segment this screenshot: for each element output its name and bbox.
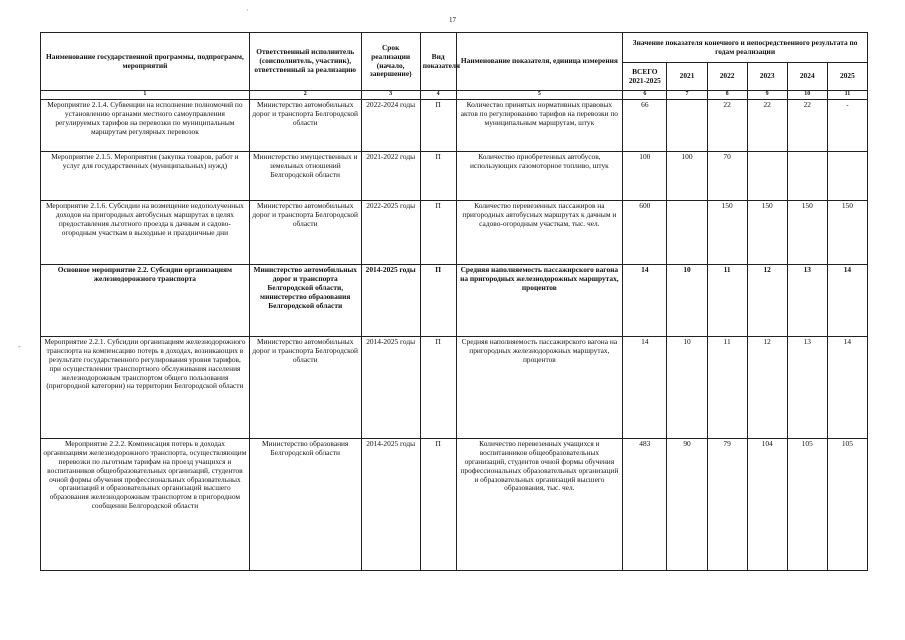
cell-value (787, 152, 827, 201)
cell-executor: Министерство автомобильных дорог и транспорта Белгородской области (249, 337, 361, 439)
cell-value: 13 (787, 337, 827, 439)
header-type: Вид показателя (420, 33, 456, 91)
cell-indicator: Средняя наполняемость пассажирского вагона на пригородных железнодорожных маршрутах, процентов (456, 265, 623, 337)
table-row (41, 201, 868, 265)
header-indicator: Наименование показателя, единица измерения (456, 33, 623, 91)
cell-program: Мероприятие 2.1.5. Мероприятия (закупка товаров, работ и услуг для государственных (муниципальных) нужд) (41, 152, 250, 201)
cell-value (747, 152, 787, 201)
column-number: 3 (361, 91, 420, 100)
scan-mark: · (246, 6, 249, 15)
cell-value: 22 (787, 100, 827, 152)
cell-total: 100 (623, 152, 667, 201)
cell-value: 11 (707, 265, 747, 337)
cell-indicator: Средняя наполняемость пассажирского вагона на пригородных железнодорожных маршрутах, процентов (456, 337, 623, 439)
cell-value: 22 (747, 100, 787, 152)
header-executor: Ответственный исполнитель (соисполнитель, участник), ответственный за реализацию (249, 33, 361, 91)
cell-type: П (420, 265, 456, 337)
cell-value: 10 (667, 265, 707, 337)
table-row (41, 439, 868, 571)
scan-mark: - (18, 342, 21, 351)
cell-term: 2014-2025 годы (361, 439, 420, 571)
cell-value: 100 (667, 152, 707, 201)
cell-indicator: Количество принятых нормативных правовых актов по регулированию тарифов на перевозки по муниципальным маршрутам, штук (456, 100, 623, 152)
cell-executor: Министерство образования Белгородской области (249, 439, 361, 571)
cell-total: 14 (623, 265, 667, 337)
header-total: ВСЕГО 2021-2025 (623, 63, 667, 91)
header-term: Срок реализации (начало, завершение) (361, 33, 420, 91)
cell-total: 14 (623, 337, 667, 439)
cell-executor: Министерство автомобильных дорог и транспорта Белгородской области, министерство образования Белгородской области (249, 265, 361, 337)
cell-indicator: Количество приобретенных автобусов, использующих газомоторное топливо, штук (456, 152, 623, 201)
header-year: 2024 (787, 63, 827, 91)
cell-total: 66 (623, 100, 667, 152)
cell-value: 105 (787, 439, 827, 571)
cell-value (827, 152, 867, 201)
indicators-table (40, 32, 868, 571)
header-year: 2022 (707, 63, 747, 91)
cell-type: П (420, 439, 456, 571)
cell-term: 2022-2024 годы (361, 100, 420, 152)
cell-value: 12 (747, 265, 787, 337)
column-number: 11 (827, 91, 867, 100)
cell-term: 2014-2025 годы (361, 265, 420, 337)
cell-value: 79 (707, 439, 747, 571)
table-row (41, 100, 868, 152)
header-year: 2023 (747, 63, 787, 91)
cell-indicator: Количество перевезенных учащихся и воспитанников общеобразовательных организаций, студентов очной формы обучения профессиональных образовательных организаций и образовательных организаций высшего образования, тыс. чел. (456, 439, 623, 571)
column-number: 10 (787, 91, 827, 100)
page-number: 17 (449, 16, 456, 24)
header-year: 2025 (827, 63, 867, 91)
table-row (41, 337, 868, 439)
column-number: 4 (420, 91, 456, 100)
cell-executor: Министерство автомобильных дорог и транспорта Белгородской области (249, 201, 361, 265)
cell-value: 14 (827, 265, 867, 337)
cell-type: П (420, 337, 456, 439)
cell-executor: Министерство имущественных и земельных отношений Белгородской области (249, 152, 361, 201)
column-number: 7 (667, 91, 707, 100)
column-number: 2 (249, 91, 361, 100)
cell-program: Мероприятие 2.2.2. Компенсация потерь в доходах организациям железнодорожного транспорта, осуществляющим перевозки по льготным тарифам на проезд учащихся и воспитанников общеобразовательных организаций, студентов очной формы обучения профессиональных образовательных организаций и образовательных организаций высшего образования железнодорожным транспортом в пригородном сообщении Белгородской области (41, 439, 250, 571)
cell-total: 600 (623, 201, 667, 265)
cell-value: 150 (707, 201, 747, 265)
cell-value: 22 (707, 100, 747, 152)
cell-value: 11 (707, 337, 747, 439)
cell-total: 483 (623, 439, 667, 571)
cell-value: 70 (707, 152, 747, 201)
column-number: 1 (41, 91, 250, 100)
table-row (41, 265, 868, 337)
column-number: 8 (707, 91, 747, 100)
cell-value: 150 (787, 201, 827, 265)
cell-value (667, 100, 707, 152)
cell-value: 14 (827, 337, 867, 439)
table-row (41, 152, 868, 201)
cell-value: 104 (747, 439, 787, 571)
cell-value: 13 (787, 265, 827, 337)
cell-program: Мероприятие 2.2.1. Субсидии организациям железнодорожного транспорта на компенсацию потерь в доходах, возникающих в результате государственного регулирования уровня тарифов, при осуществлении транспортного обслуживания населения железнодорожным транспортом общего пользования (пригородной категории) на территории Белгородской области (41, 337, 250, 439)
cell-term: 2022-2025 годы (361, 201, 420, 265)
cell-indicator: Количество перевезенных пассажиров на пригородных автобусных маршрутах к дачным и садово-огородным участкам, тыс. чел. (456, 201, 623, 265)
cell-value: 12 (747, 337, 787, 439)
cell-value: 10 (667, 337, 707, 439)
cell-program: Основное мероприятие 2.2. Субсидии организациям железнодорожного транспорта (41, 265, 250, 337)
cell-value: 150 (827, 201, 867, 265)
cell-term: 2021-2022 годы (361, 152, 420, 201)
column-number: 5 (456, 91, 623, 100)
cell-type: П (420, 152, 456, 201)
cell-program: Мероприятие 2.1.4. Субвенции на исполнение полномочий по установлению органами местного самоуправления регулируемых тарифов на перевозки по муниципальным маршрутам регулярных перевозок (41, 100, 250, 152)
cell-value: 105 (827, 439, 867, 571)
column-numbers-row (41, 91, 868, 100)
cell-value: - (827, 100, 867, 152)
cell-program: Мероприятие 2.1.6. Субсидии на возмещение недополученных доходов на пригородных автобусных маршрутах в целях предоставления льготного проезда к дачным и садово-огородным участкам в выходные и праздничные дни (41, 201, 250, 265)
cell-type: П (420, 201, 456, 265)
header-year: 2021 (667, 63, 707, 91)
header-values-group: Значение показателя конечного и непосредственного результата по годам реализации (623, 33, 868, 63)
cell-value: 150 (747, 201, 787, 265)
column-number: 6 (623, 91, 667, 100)
header-program: Наименование государственной программы, подпрограмм, мероприятий (41, 33, 250, 91)
cell-value: 90 (667, 439, 707, 571)
column-number: 9 (747, 91, 787, 100)
cell-executor: Министерство автомобильных дорог и транспорта Белгородской области (249, 100, 361, 152)
cell-type: П (420, 100, 456, 152)
cell-value (667, 201, 707, 265)
cell-term: 2014-2025 годы (361, 337, 420, 439)
